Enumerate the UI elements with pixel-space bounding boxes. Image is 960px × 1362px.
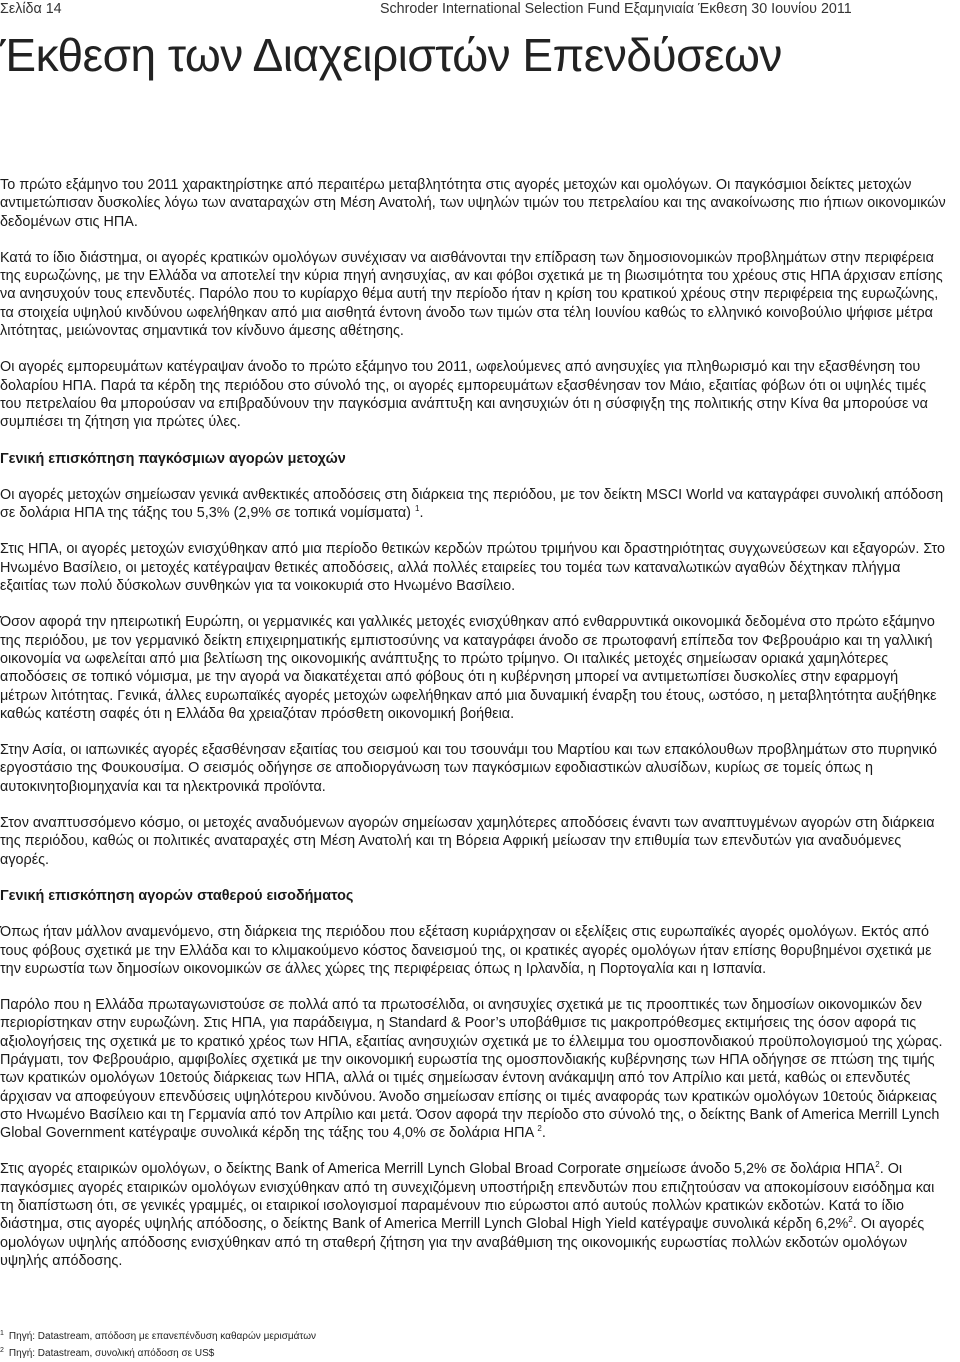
section-heading: Γενική επισκόπηση παγκόσμιων αγορών μετοχών [0,450,346,467]
footnote-text: Πηγή: Datastream, συνολική απόδοση σε US$ [8,1348,215,1359]
paragraph [0,996,946,1142]
paragraph: Στον αναπτυσσόμενο κόσμο, οι μετοχές αναδυόμενων αγορών σημείωσαν χαμηλότερες αποδόσεις έναντι των αναπτυγμένων αγορών στη διάρκεια της περιόδου, καθώς οι πολιτικές αναταραχές στη Μέση Ανατολή και τη Βόρεια Αφρική μείωσαν την επιθυμία των επενδυτών για αναδυόμενες αγορές. [0,815,935,868]
section-heading: Γενική επισκόπηση αγορών σταθερού εισοδήματος [0,887,354,904]
page-header [0,1,960,21]
paragraph: Οι αγορές εμπορευμάτων κατέγραψαν άνοδο το πρώτο εξάμηνο του 2011, ωφελούμενες από ανησυχίες για πληθωρισμό και την εξασθένηση του δολαρίου ΗΠΑ. Παρά τα κέρδη της περιόδου στο σύνολό της, οι αγορές εμπορευμάτων εξασθένησαν τον Μάιο, εξαιτίας φόβων ότι οι υψηλές τιμές του πετρελαίου θα μπορούσαν να επιβραδύνουν την παγκόσμια ανάπτυξη και ανησυχιών ότι η σύσφιγξη της πολιτικής στην Κίνα θα μπορούσε να συμπιέσει τη ζήτηση για πρώτες ύλες. [0,359,928,431]
footnote-number: 2 [0,1346,4,1354]
paragraph [0,486,946,523]
footnote [0,1345,946,1362]
paragraph-text: . Οι αγορές ομολόγων υψηλής απόδοσης ενισχύθηκαν από τη σταθερή ζήτηση για την αναβάθμιση της οικονομικής ευρωστίας πολλών εκδοτών ομολόγων υψηλής απόδοσης. [0,1216,925,1269]
paragraph-text: Οι αγορές μετοχών σημείωσαν γενικά ανθεκτικές αποδόσεις στη διάρκεια της περιόδου, με τον δείκτη MSCI World να καταγράφει συνολική απόδοση σε δολάρια ΗΠΑ της τάξης του 5,3% (2,9% σε τοπικά νομίσματα) [0,486,944,522]
footnote-number: 1 [0,1329,4,1337]
paragraph-text: . Οι παγκόσμιες αγορές εταιρικών ομολόγων ενισχύθηκαν από τη συνεχιζόμενη υποστήριξη επενδυτών που επιζητούσαν να αποκομίσουν εισόδημα και τη διαπίστωση ότι, σε γενικές γραμμές, οι εταιρικοί ισολογισμοί παραμένουν πιο εύρωστοι από αυτούς πολλών κρατικών εκδοτών. Κατά το ίδιο διάστημα, στις αγορές υψηλής απόδοσης, ο δείκτης Bank of America Merrill Lynch Global High Yield κατέγραψε συνολικά κέρδη 6,2% [0,1161,935,1233]
footnote-ref: 1 [414,504,420,514]
paragraph-end: . [419,505,424,522]
footnotes [0,1328,946,1362]
footnote [0,1328,946,1345]
page-number: Σελίδα 14 [0,1,62,17]
paragraph: Στις ΗΠΑ, οι αγορές μετοχών ενισχύθηκαν από μια περίοδο θετικών κερδών πρώτου τριμήνου και δραστηριότητας συγχωνεύσεων και εξαγορών. Στο Ηνωμένο Βασίλειο, οι μετοχές κατέγραψαν θετικές αποδόσεις, αλλά πολλές εταιρείες του τομέα των καταναλωτικών αγαθών δέχτηκαν πλήγμα εξαιτίας των πολύ δύσκολων συνθηκών για τα νοικοκυριά στο Ηνωμένο Βασίλειο. [0,541,946,595]
paragraph-text: Στις αγορές εταιρικών ομολόγων, ο δείκτης Bank of America Merrill Lynch Global Broad Corporate σημείωσε άνοδο 5,2% σε δολάρια ΗΠΑ [0,1161,876,1178]
paragraph: Όσον αφορά την ηπειρωτική Ευρώπη, οι γερμανικές και γαλλικές μετοχές ενισχύθηκαν από ενθαρρυντικά οικονομικά δεδομένα στο πρώτο εξάμηνο της περιόδου, με τον γερμανικό δείκτη επιχειρηματικής εμπιστοσύνης να καταγράφει άνοδο σε πρωτοφανή επίπεδα τον Φεβρουάριο και τη γαλλική οικονομία να ωφελείται από μια βελτίωση της οικονομικής ανάπτυξης το πρώτο τρίμηνο. Οι ιταλικές μετοχές σημείωσαν οριακά χαμηλότερες αποδόσεις σε τοπικό νόμισμα, με την αγορά να διακατέχεται από φόβους ότι η κυβέρνηση μπορεί να αντιμετωπίσει δυσκολίες στην εφαρμογή μέτρων λιτότητας. Γενικά, άλλες ευρωπαϊκές αγορές μετοχών ωφελήθηκαν από μια δυναμική έναρξη του έτους, ωστόσο, η μεταβλητότητα αυξήθηκε καθώς κατέστη σαφές ότι η Ελλάδα θα χρειαζόταν πρόσθετη οικονομική βοήθεια. [0,614,937,722]
footnote-ref: 2 [537,1124,542,1134]
paragraph: Κατά το ίδιο διάστημα, οι αγορές κρατικών ομολόγων συνέχισαν να αισθάνονται την επίδραση των δημοσιονομικών προβλημάτων στην περιφέρεια της ευρωζώνης, με την Ελλάδα να αποτελεί την κύρια πηγή ανησυχίας, αν και φόβοι σχετικά με τη βιωσιμότητα του χρέους στις ΗΠΑ άρχισαν επίσης να ανησυχούν τους επενδυτές. Παρόλο που το κυρίαρχο θέμα αυτή την περίοδο ήταν η κρίση του κρατικού χρέους στην περιφέρεια της ευρωζώνης, τα στοιχεία υψηλού κινδύνου ωφελήθηκαν από μια αισθητά έντονη άνοδο των τιμών στα τέλη Ιουνίου καθώς το ελληνικό κοινοβούλιο ψήφισε μέτρα λιτότητας, μειώνοντας σημαντικά τον κίνδυνο άμεσης αθέτησης. [0,249,943,340]
paragraph [0,1160,946,1270]
paragraph: Όπως ήταν μάλλον αναμενόμενο, στη διάρκεια της περιόδου που εξέταση κυριάρχησαν οι εξελίξεις στις ευρωπαϊκές αγορές ομολόγων. Εκτός από τους φόβους σχετικά με την Ελλάδα και το κλιμακούμενο κόστος δανεισμού της, οι κρατικές αγορές ομολόγων ήταν επίσης θορυβημένοι σχετικά με την ευρωστία των δημοσίων οικονομικών σε άλλες χώρες της περιφέρειας όπως η Ιρλανδία, η Πορτογαλία και η Ισπανία. [0,924,932,977]
footnote-ref: 2 [848,1215,853,1225]
paragraph-end: . [541,1125,546,1142]
footnote-text: Πηγή: Datastream, απόδοση με επανεπένδυση καθαρών μερισμάτων [8,1331,317,1342]
page-title: Έκθεση των Διαχειριστών Επενδύσεων [0,29,782,81]
footnote-ref: 2 [875,1160,880,1170]
report-body [0,176,946,1288]
paragraph: Το πρώτο εξάμηνο του 2011 χαρακτηρίστηκε από περαιτέρω μεταβλητότητα στις αγορές μετοχών και ομολόγων. Οι παγκόσμιοι δείκτες μετοχών αντιμετώπισαν δυσκολίες λόγω των αναταραχών στη Μέση Ανατολή, των υψηλών τιμών του πετρελαίου και της ανακοίνωσης πιο ήπιων οικονομικών δεδομένων στις ΗΠΑ. [0,177,946,230]
paragraph: Στην Ασία, οι ιαπωνικές αγορές εξασθένησαν εξαιτίας του σεισμού και του τσουνάμι του Μαρτίου και των επακόλουθων προβλημάτων στο πυρηνικό εργοστάσιο της Φουκουσίμα. Ο σεισμός οδήγησε σε αποδιοργάνωση των παγκόσμιων εφοδιαστικών αλυσίδων, κυρίως σε τομείς όπως η αυτοκινητοβιομηχανία και τα ηλεκτρονικά προϊόντα. [0,742,937,795]
report-title: Schroder International Selection Fund Εξαμηνιαία Έκθεση 30 Ιουνίου 2011 [380,1,852,17]
paragraph-text: Παρόλο που η Ελλάδα πρωταγωνιστούσε σε πολλά από τα πρωτοσέλιδα, οι ανησυχίες σχετικά με τις προοπτικές των δημοσίων οικονομικών δεν περιορίστηκαν στην ευρωζώνη. Στις ΗΠΑ, για παράδειγμα, η Standard & Poor’s υποβάθμισε τις μακροπρόθεσμες εκτιμήσεις της όσον αφορά τις αξιολογήσεις της σχετικά με το κρατικό χρέος των ΗΠΑ, εξαιτίας ανησυχιών σχετικά με το έλλειμμα του ομοσπονδιακού προϋπολογισμού της χώρας. Πράγματι, τον Φεβρουάριο, αμφιβολίες σχετικά με την οικονομική ευρωστία της ομοσπονδιακής κυβέρνησης των ΗΠΑ οδήγησε σε πτώση της τιμής των κρατικών ομολόγων 10ετούς διάρκειας των ΗΠΑ, αλλά οι τιμές σημείωσαν έντονη ανάκαμψη από τον Απρίλιο και μετά, καθώς οι επενδυτές άρχισαν να αποφεύγουν επενδύσεις υψηλότερου κινδύνου. Άνοδο σημείωσαν επίσης οι τιμές αναφοράς των κρατικών ομολόγων 10ετούς διάρκειας στο Ηνωμένο Βασίλειο και τη Γερμανία από τον Απρίλιο και μετά. Όσον αφορά την περίοδο στο σύνολό της, ο δείκτης Bank of America Merrill Lynch Global Government κατέγραψε συνολικά κέρδη της τάξης του 4,0% σε δολάρια ΗΠΑ [0,997,943,1142]
